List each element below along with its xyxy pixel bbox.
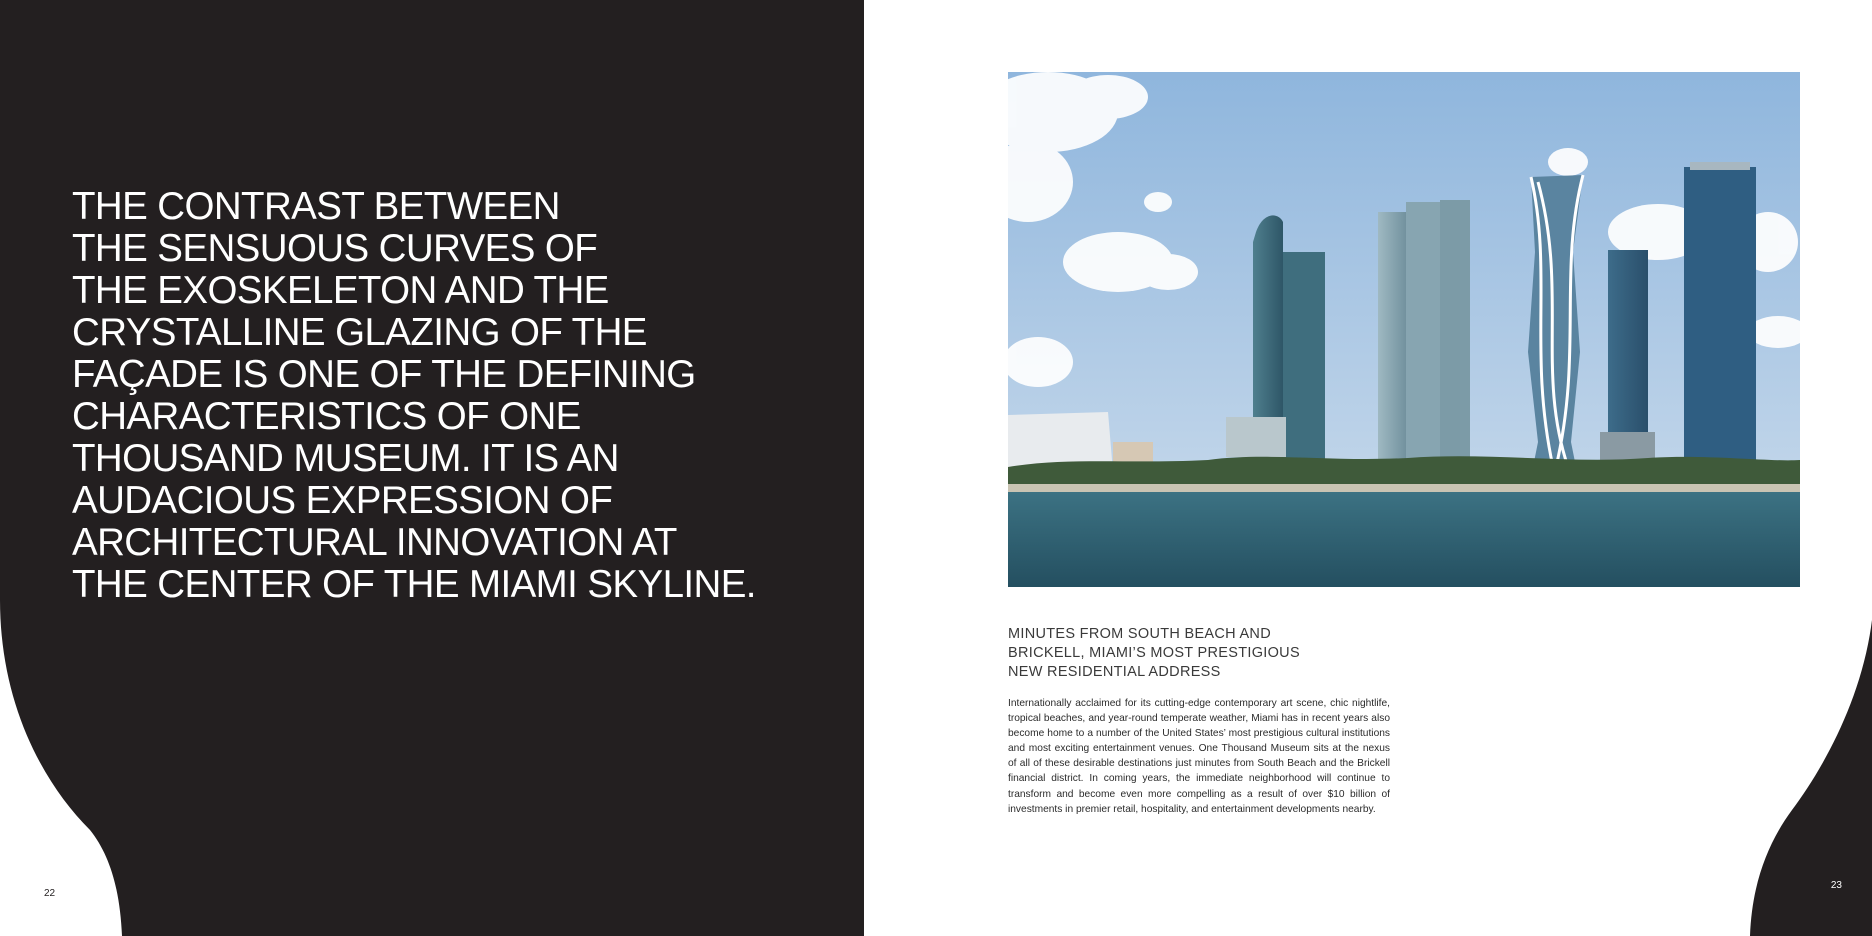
- quote-line: ARCHITECTURAL INNOVATION AT: [72, 521, 677, 564]
- quote-line: FAÇADE IS ONE OF THE DEFINING: [72, 353, 696, 396]
- quote-line: CRYSTALLINE GLAZING OF THE: [72, 311, 647, 354]
- quote-line: THE EXOSKELETON AND THE: [72, 269, 609, 312]
- caption-line: MINUTES FROM SOUTH BEACH AND: [1008, 626, 1271, 642]
- quote-line: THE SENSUOUS CURVES OF: [72, 227, 598, 270]
- page-number-left: 22: [44, 888, 56, 899]
- quote-line: THOUSAND MUSEUM. IT IS AN: [72, 437, 619, 480]
- quote-line: THE CONTRAST BETWEEN: [72, 185, 560, 228]
- body-paragraph: Internationally acclaimed for its cutting-edge contemporary art scene, chic nightlife, tropical beaches, and year-round temperate weather, Miami has in recent years also become home to a number of the United States’ most prestigious cultural institutions and most exciting entertainment venues. One Thousand Museum sits at the nexus of all of these desirable destinations just minutes from South Beach and the Brickell financial district. In coming years, the immediate neighborhood will continue to transform and become even more compelling as a result of over $10 billion of investments in premier retail, hospitality, and entertainment developments nearby.: [1008, 698, 1390, 815]
- quote-line: AUDACIOUS EXPRESSION OF: [72, 479, 613, 522]
- skyline-photo: [1008, 72, 1800, 587]
- caption-heading: [1008, 625, 1408, 682]
- pull-quote: [72, 186, 792, 606]
- caption-line: NEW RESIDENTIAL ADDRESS: [1008, 664, 1221, 680]
- quote-line: THE CENTER OF THE MIAMI SKYLINE.: [72, 563, 756, 606]
- caption-line: BRICKELL, MIAMI’S MOST PRESTIGIOUS: [1008, 645, 1300, 661]
- quote-line: CHARACTERISTICS OF ONE: [72, 395, 581, 438]
- left-page: [0, 0, 864, 936]
- page-number-right: 23: [1830, 880, 1842, 891]
